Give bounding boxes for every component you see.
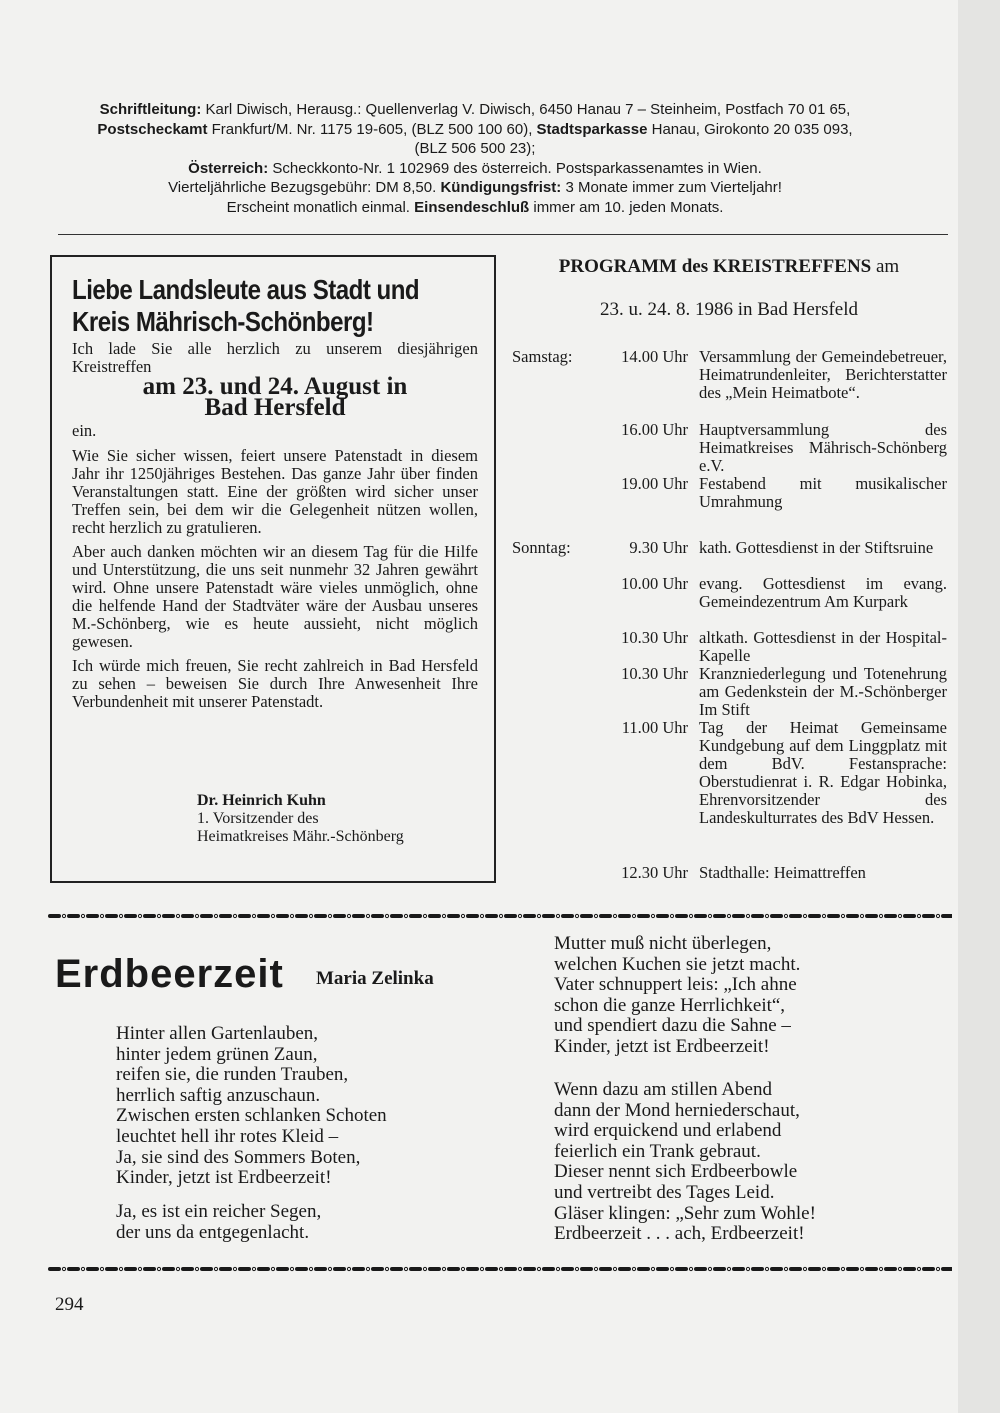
ornament-dot (157, 1267, 160, 1270)
ornament-dash (466, 914, 479, 918)
ornament-dot (632, 914, 635, 917)
ornament-dot (746, 914, 749, 917)
ornament-dash (314, 1267, 327, 1271)
poem-line: welchen Kuchen sie jetzt macht. (554, 953, 801, 975)
ornament-dash (352, 914, 365, 918)
poem-author: Maria Zelinka (316, 968, 434, 989)
ornament-dot (138, 1267, 141, 1270)
event-time: 11.00 Uhr (621, 718, 688, 737)
ornament-dot (119, 914, 122, 917)
ornament-dash (371, 914, 384, 918)
ornament-dot (537, 1267, 540, 1270)
ornament-dot (138, 914, 141, 917)
ornament-dot (822, 1267, 825, 1270)
ornament-dot (841, 914, 844, 917)
ornament-dash (295, 1267, 308, 1271)
event-description: Tag der Heimat Gemeinsame Kundgebung auf dem Linggplatz mit dem BdV. Festansprache: Oberstudienrat i. R. Edgar Hobinka, Ehrenvorsitzender des Landeskulturrates des BdV Hessen. (699, 718, 947, 827)
ornament-dot (385, 914, 388, 917)
impressum-segment: Karl Diwisch, Herausg.: Quellenverlag V. Diwisch, 6450 Hanau 7 – Steinheim, Postfach 70 01 65, (201, 101, 851, 118)
ornament-dot (233, 914, 236, 917)
ornament-dash (67, 914, 80, 918)
poem-line: Gläser klingen: „Sehr zum Wohle! (554, 1202, 816, 1224)
ornament-dash (580, 914, 593, 918)
ornament-dash (428, 1267, 441, 1271)
event-time: 10.30 Uhr (621, 628, 688, 647)
ornament-dot (917, 914, 920, 917)
ornament-dash (637, 1267, 650, 1271)
ornament-dash (447, 1267, 460, 1271)
ornament-dot (727, 1267, 730, 1270)
ornament-dot (442, 1267, 445, 1270)
poem-line: Mutter muß nicht überlegen, (554, 933, 772, 954)
ornament-dash (504, 914, 517, 918)
signature-role-1: 1. Vorsitzender des (197, 810, 319, 827)
poem-stanza-2 (116, 1202, 321, 1243)
ornament-dot (309, 1267, 312, 1270)
ornament-dash (143, 914, 156, 918)
ornament-dash (409, 914, 422, 918)
ornament-dot (100, 1267, 103, 1270)
ornament-dash (466, 1267, 479, 1271)
ornament-dot (195, 1267, 198, 1270)
ornament-dash (751, 1267, 764, 1271)
poem-line: Wenn dazu am stillen Abend (554, 1079, 772, 1100)
ornament-dash (238, 914, 251, 918)
ornament-dash (922, 1267, 935, 1271)
ornament-dash (542, 1267, 555, 1271)
ornament-dash (884, 914, 897, 918)
ornament-dot (214, 914, 217, 917)
ornament-dash (390, 914, 403, 918)
ornament-dash (656, 914, 669, 918)
ornament-dash (599, 914, 612, 918)
ornament-dash (67, 1267, 80, 1271)
ornament-dot (271, 914, 274, 917)
poem-line: leuchtet hell ihr rotes Kleid – (116, 1125, 339, 1147)
ornament-dot (936, 914, 939, 917)
ornament-dash (884, 1267, 897, 1271)
ornament-dot (841, 1267, 844, 1270)
impressum-segment: Einsendeschluß (414, 198, 530, 216)
ornament-dot (689, 914, 692, 917)
ornament-dot (347, 914, 350, 917)
ornament-dot (822, 914, 825, 917)
ornament-dash (713, 1267, 726, 1271)
ornament-dot (784, 1267, 787, 1270)
ornament-dash (827, 1267, 840, 1271)
event-description: altkath. Gottesdienst in der Hospital-Kapelle (699, 628, 947, 665)
letter-paragraph-2: Aber auch danken möchten wir an diesem Tag für die Hilfe und Unterstützung, die uns seit nunmehr 32 Jahren gewährt wird. Ohne unsere Patenstadt wäre vieles unmöglich, ohne die helfende Hand der Stadtväter wäre der Ausbau unseres M.-Schönberg, wie es heute aussieht, nicht möglich gewesen. (72, 542, 478, 651)
ornament-dash (48, 1267, 61, 1271)
ornament-dash (694, 914, 707, 918)
ornament-dot (803, 1267, 806, 1270)
ornament-dot (176, 1267, 179, 1270)
ornament-dot (290, 1267, 293, 1270)
ornament-dot (765, 914, 768, 917)
impressum-line (60, 120, 890, 140)
ornament-dot (537, 914, 540, 917)
ornament-dash (314, 914, 327, 918)
ornament-dot (81, 914, 84, 917)
ornament-dot (461, 914, 464, 917)
ornament-dot (233, 1267, 236, 1270)
ornament-dash (447, 914, 460, 918)
ornament-dot (499, 1267, 502, 1270)
poem-line: herrlich saftig anzuschaun. (116, 1084, 321, 1106)
ornament-dash (333, 914, 346, 918)
ornament-dot (480, 914, 483, 917)
impressum (60, 100, 890, 217)
ornament-dot (423, 1267, 426, 1270)
poem-line: Dieser nennt sich Erdbeerbowle (554, 1161, 798, 1183)
ornamental-divider-bottom (48, 1265, 952, 1273)
program-day-sunday: Sonntag: (512, 538, 571, 557)
event-time: 16.00 Uhr (621, 420, 688, 439)
ornament-dash (200, 1267, 213, 1271)
ornament-dot (62, 1267, 65, 1270)
ornament-dash (732, 914, 745, 918)
ornament-dot (613, 1267, 616, 1270)
ornament-dash (713, 914, 726, 918)
impressum-segment: immer am 10. jeden Monats. (529, 198, 724, 216)
ornament-dash (276, 914, 289, 918)
ornament-dash (200, 914, 213, 918)
ornament-dash (732, 1267, 745, 1271)
impressum-segment: (BLZ 506 500 23); (414, 140, 536, 157)
poem-line: Zwischen ersten schlanken Schoten (116, 1105, 387, 1127)
ornament-dash (789, 914, 802, 918)
ornament-dot (366, 914, 369, 917)
poem-line: schon die ganze Herrlichkeit“, (554, 994, 786, 1016)
poem-line: reifen sie, die runden Trauben, (116, 1064, 349, 1086)
poem-line: Vater schnuppert leis: „Ich ahne (554, 974, 797, 996)
ornament-dot (689, 1267, 692, 1270)
program-day-saturday: Samstag: (512, 347, 573, 366)
ornament-dash (485, 1267, 498, 1271)
ornament-dash (770, 1267, 783, 1271)
page-number: 294 (55, 1294, 84, 1315)
ornament-dot (651, 1267, 654, 1270)
ornament-dash (618, 914, 631, 918)
impressum-line (60, 178, 890, 198)
ornament-dash (105, 914, 118, 918)
ornament-dash (656, 1267, 669, 1271)
letter-intro-text: Ich lade Sie alle herzlich zu unserem diesjährigen Kreistreffen (72, 339, 478, 376)
ornament-dot (651, 914, 654, 917)
ornament-dot (461, 1267, 464, 1270)
poem-line: wird erquickend und erlabend (554, 1120, 782, 1142)
ornament-dash (694, 1267, 707, 1271)
ornament-dash (808, 1267, 821, 1271)
ornament-dot (328, 914, 331, 917)
ornament-dot (784, 914, 787, 917)
ornament-dot (898, 1267, 901, 1270)
ornament-dash (808, 914, 821, 918)
ornament-dash (162, 1267, 175, 1271)
ornament-dash (390, 1267, 403, 1271)
ornament-dot (556, 1267, 559, 1270)
ornament-dot (157, 914, 160, 917)
ornament-dot (860, 914, 863, 917)
ornament-dot (575, 1267, 578, 1270)
ornament-dash (846, 1267, 859, 1271)
ornament-dash (295, 914, 308, 918)
program-title (510, 256, 948, 278)
ornament-dot (100, 914, 103, 917)
poem-line: Ja, es ist ein reicher Segen, (116, 1201, 322, 1222)
ornament-dot (746, 1267, 749, 1270)
ornament-dot (252, 1267, 255, 1270)
letter-body (72, 422, 478, 711)
ornament-dot (708, 914, 711, 917)
ornament-dot (81, 1267, 84, 1270)
poem-line: der uns da entgegenlacht. (116, 1221, 310, 1243)
ornament-dot (423, 914, 426, 917)
ornament-dash (219, 1267, 232, 1271)
ornament-dot (632, 1267, 635, 1270)
event-time: 14.00 Uhr (621, 347, 688, 366)
poem-stanza-4 (554, 1080, 816, 1245)
ornament-dash (865, 914, 878, 918)
impressum-segment: Vierteljährliche Bezugsgebühr: DM 8,50. (168, 179, 441, 196)
letter-paragraph-3: Ich würde mich freuen, Sie recht zahlreich in Bad Hersfeld zu sehen – beweisen Sie durch Ihre Anwesenheit Ihre Verbundenheit mit unserer Patenstadt. (72, 656, 478, 711)
ornament-dash (675, 914, 688, 918)
ornament-dash (162, 914, 175, 918)
ornament-dash (675, 1267, 688, 1271)
impressum-segment: Schriftleitung: (99, 101, 202, 118)
ornament-dot (62, 914, 65, 917)
ornament-dash (618, 1267, 631, 1271)
ornament-dash (257, 1267, 270, 1271)
ornament-dot (195, 914, 198, 917)
ornament-dot (898, 914, 901, 917)
event-time: 10.30 Uhr (621, 664, 688, 683)
ornament-dash (789, 1267, 802, 1271)
impressum-line (60, 100, 890, 120)
impressum-segment: Frankfurt/M. Nr. 1175 19-605, (BLZ 500 100 60), (207, 120, 537, 138)
poem-line: dann der Mond herniederschaut, (554, 1099, 800, 1121)
event-description: Stadthalle: Heimattreffen (699, 863, 866, 882)
poem-title: Erdbeerzeit (55, 952, 284, 996)
letter-after-date: ein. (72, 421, 97, 440)
ornament-dot (613, 914, 616, 917)
letter-paragraph-1: Wie Sie sicher wissen, feiert unsere Patenstadt in diesem Jahr ihr 1250jähriges Bestehen. Das ganze Jahr über finden Veranstaltungen statt. Eine der größten wird sicher unser Treffen sein, bei dem wir die Gelegenheit nützen wollen, recht herzlich zu gratulieren. (72, 446, 478, 537)
ornament-dot (214, 1267, 217, 1270)
ornament-dash (827, 914, 840, 918)
ornament-dash (580, 1267, 593, 1271)
ornamental-divider-top (48, 912, 952, 920)
ornament-dot (594, 914, 597, 917)
event-description: Hauptversammlung des Heimatkreises Mährisch-Schönberg e.V. (699, 420, 947, 475)
impressum-segment: Postscheckamt (97, 120, 208, 138)
ornament-dot (119, 1267, 122, 1270)
ornament-dot (936, 1267, 939, 1270)
ornament-dash (523, 1267, 536, 1271)
ornament-dot (271, 1267, 274, 1270)
impressum-segment: Kündigungsfrist: (440, 179, 562, 196)
ornament-dot (252, 914, 255, 917)
ornament-dot (594, 1267, 597, 1270)
ornament-dot (727, 914, 730, 917)
ornament-dot (670, 1267, 673, 1270)
ornament-dash (561, 914, 574, 918)
ornament-dash (504, 1267, 517, 1271)
ornament-dash (865, 1267, 878, 1271)
ornament-dot (176, 914, 179, 917)
program-title-bold: PROGRAMM des KREISTREFFENS (558, 256, 872, 277)
ornament-dash (428, 914, 441, 918)
poem-line: und spendiert dazu die Sahne – (554, 1015, 791, 1037)
ornament-dash (846, 914, 859, 918)
impressum-line (60, 159, 890, 179)
impressum-segment: Stadtsparkasse (536, 120, 648, 138)
poem-line: Kinder, jetzt ist Erdbeerzeit! (116, 1167, 332, 1189)
impressum-segment: Erscheint monatlich einmal. (226, 198, 415, 216)
event-time: 12.30 Uhr (621, 863, 688, 882)
poem-line: Hinter allen Gartenlauben, (116, 1023, 319, 1044)
event-description: Versammlung der Gemeindebetreuer, Heimatrundenleiter, Berichterstatter des „Mein Heimatbote“. (699, 347, 947, 402)
ornament-dash (143, 1267, 156, 1271)
ornament-dash (903, 1267, 916, 1271)
poem-line: Erdbeerzeit . . . ach, Erdbeerzeit! (554, 1223, 805, 1245)
poem-line: und vertreibt des Tages Leid. (554, 1181, 775, 1203)
ornament-dash (542, 914, 555, 918)
ornament-dash (523, 914, 536, 918)
ornament-dot (879, 1267, 882, 1270)
letter-heading-line2: Kreis Mährisch-Schönberg! (72, 306, 374, 337)
ornament-dash (352, 1267, 365, 1271)
signature-role-2: Heimatkreises Mähr.-Schönberg (197, 828, 404, 845)
ornament-dash (181, 1267, 194, 1271)
program-date: 23. u. 24. 8. 1986 in Bad Hersfeld (599, 299, 859, 320)
event-description: evang. Gottesdienst im evang. Gemeindezentrum Am Kurpark (699, 574, 947, 611)
ornament-dot (480, 1267, 483, 1270)
ornament-dash (922, 914, 935, 918)
ornament-dash (485, 914, 498, 918)
poem-stanza-3 (554, 934, 800, 1058)
letter-signature (197, 792, 404, 846)
header-divider (58, 234, 948, 235)
ornament-dash (599, 1267, 612, 1271)
poem-line: feierlich ein Trank gebraut. (554, 1140, 761, 1162)
ornament-dot (518, 1267, 521, 1270)
ornament-dot (404, 1267, 407, 1270)
page-edge-shadow (958, 0, 1000, 1413)
ornament-dash (770, 914, 783, 918)
letter-intro (72, 340, 478, 376)
ornament-dot (518, 914, 521, 917)
ornament-dash (409, 1267, 422, 1271)
ornament-dash (561, 1267, 574, 1271)
impressum-segment: Österreich: (188, 159, 269, 177)
impressum-segment: 3 Monate immer zum Vierteljahr! (561, 179, 782, 196)
ornament-dash (371, 1267, 384, 1271)
ornament-dot (917, 1267, 920, 1270)
ornament-dash (941, 914, 952, 918)
event-time: 9.30 Uhr (629, 538, 688, 557)
ornament-dash (903, 914, 916, 918)
event-description: kath. Gottesdienst in der Stiftsruine (699, 538, 934, 557)
ornament-dot (442, 914, 445, 917)
ornament-dash (637, 914, 650, 918)
ornament-dash (333, 1267, 346, 1271)
ornament-dot (385, 1267, 388, 1270)
ornament-dash (751, 914, 764, 918)
ornament-dash (238, 1267, 251, 1271)
ornament-dot (708, 1267, 711, 1270)
program-title-suffix: am (871, 256, 900, 277)
ornament-dash (219, 914, 232, 918)
ornament-dot (309, 914, 312, 917)
ornament-dot (556, 914, 559, 917)
poem-line: Kinder, jetzt ist Erdbeerzeit! (554, 1035, 770, 1057)
ornament-dot (366, 1267, 369, 1270)
signature-name: Dr. Heinrich Kuhn (197, 792, 326, 809)
ornament-dash (276, 1267, 289, 1271)
impressum-segment: Scheckkonto-Nr. 1 102969 des österreich. Postsparkassenamtes in Wien. (268, 159, 762, 177)
ornament-dot (765, 1267, 768, 1270)
ornament-dash (181, 914, 194, 918)
letter-heading (72, 274, 425, 338)
impressum-segment: Hanau, Girokonto 20 035 093, (647, 120, 853, 138)
ornament-dot (575, 914, 578, 917)
letter-date-line2: Bad Hersfeld (204, 394, 346, 421)
letter-date-line1: am 23. und 24. August in (142, 373, 408, 400)
letter-date (72, 373, 478, 421)
ornament-dot (803, 914, 806, 917)
impressum-line (60, 139, 890, 159)
ornament-dash (124, 914, 137, 918)
ornament-dot (860, 1267, 863, 1270)
ornament-dot (879, 914, 882, 917)
ornament-dash (105, 1267, 118, 1271)
ornament-dash (48, 914, 61, 918)
ornament-dot (290, 914, 293, 917)
ornament-dash (941, 1267, 952, 1271)
ornament-dash (257, 914, 270, 918)
letter-box (50, 255, 496, 883)
letter-heading-line1: Liebe Landsleute aus Stadt und (72, 274, 420, 305)
ornament-dot (670, 914, 673, 917)
event-description: Festabend mit musikalischer Umrahmung (699, 474, 947, 511)
event-description: Kranzniederlegung und Totenehrung am Gedenkstein der M.-Schönberger Im Stift (699, 664, 947, 719)
event-time: 19.00 Uhr (621, 474, 688, 493)
ornament-dash (86, 914, 99, 918)
ornament-dash (86, 1267, 99, 1271)
event-time: 10.00 Uhr (621, 574, 688, 593)
ornament-dot (404, 914, 407, 917)
poem-line: hinter jedem grünen Zaun, (116, 1043, 318, 1065)
impressum-line (60, 198, 890, 218)
ornament-dot (347, 1267, 350, 1270)
poem-stanza-1 (116, 1024, 387, 1189)
ornament-dash (124, 1267, 137, 1271)
poem-line: Ja, sie sind des Sommers Boten, (116, 1146, 361, 1168)
ornament-dot (328, 1267, 331, 1270)
ornament-dot (499, 914, 502, 917)
